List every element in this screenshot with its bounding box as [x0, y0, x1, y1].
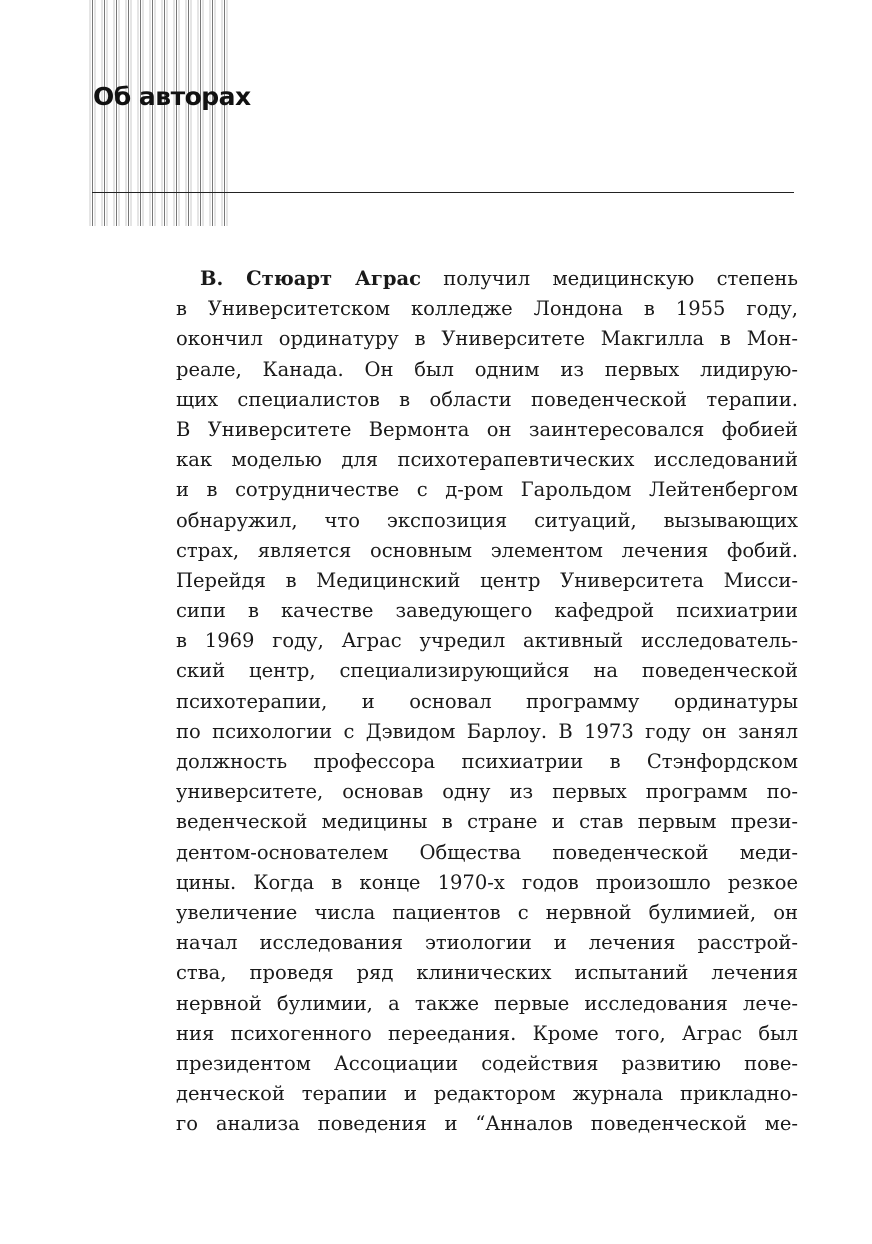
text-line: щих специалистов в области поведенческой терапии. [176, 387, 798, 411]
text-line: психотерапии, и основал программу ординатуры [176, 689, 798, 713]
text-line: страх, является основным элементом лечения фобий. [176, 538, 798, 562]
text-line: нервной булимии, а также первые исследования лече- [176, 991, 798, 1015]
text-line: должность профессора психиатрии в Стэнфордском [176, 750, 798, 773]
text-line: президентом Ассоциации содействия развитию пове- [176, 1051, 798, 1075]
text-line: реале, Канада. Он был одним из первых лидирую- [176, 357, 798, 381]
author-name: В. Стюарт Аграс [200, 267, 421, 290]
text-line: начал исследования этиологии и лечения расстрой- [176, 931, 798, 955]
text-line: университете, основав одну из первых программ по- [176, 780, 798, 804]
text-line: по психологии с Дэвидом Барлоу. В 1973 году он занял [176, 719, 798, 743]
first-line-text: получил медицинскую степень [421, 267, 798, 290]
text-line: В Университете Вермонта он заинтересовался фобией [176, 417, 798, 441]
text-line: го анализа поведения и “Анналов поведенческой ме- [176, 1112, 798, 1136]
text-line: ния психогенного переедания. Кроме того, Аграс был [176, 1021, 798, 1045]
text-line: ства, проведя ряд клинических испытаний лечения [176, 961, 798, 985]
paragraph-first-line [176, 264, 798, 294]
text-line: как моделью для психотерапевтических исследований [176, 448, 798, 472]
text-line: в Университетском колледже Лондона в 1955 году, [176, 297, 798, 321]
text-line: окончил ординатуру в Университете Макгилла в Мон- [176, 327, 798, 351]
text-line: ский центр, специализирующийся на поведенческой [176, 659, 798, 683]
text-line: денческой терапии и редактором журнала прикладно- [176, 1082, 798, 1106]
page-title: Об авторах [93, 82, 251, 111]
text-line: Перейдя в Медицинский центр Университета Мисси- [176, 568, 798, 592]
text-line: обнаружил, что экспозиция ситуаций, вызывающих [176, 508, 798, 532]
text-line: и в сотрудничестве с д-ром Гарольдом Лейтенбергом [176, 478, 798, 502]
title-rule [92, 192, 794, 193]
text-line: сипи в качестве заведующего кафедрой психиатрии [176, 599, 798, 623]
text-line: увеличение числа пациентов с нервной булимией, он [176, 900, 798, 924]
text-line: веденческой медицины в стране и став первым прези- [176, 810, 798, 834]
text-line: дентом-основателем Общества поведенческой меди- [176, 840, 798, 864]
text-line: в 1969 году, Аграс учредил активный исследователь- [176, 629, 798, 653]
author-bio-paragraph [176, 264, 798, 1139]
text-line: цины. Когда в конце 1970-х годов произошло резкое [176, 870, 798, 894]
